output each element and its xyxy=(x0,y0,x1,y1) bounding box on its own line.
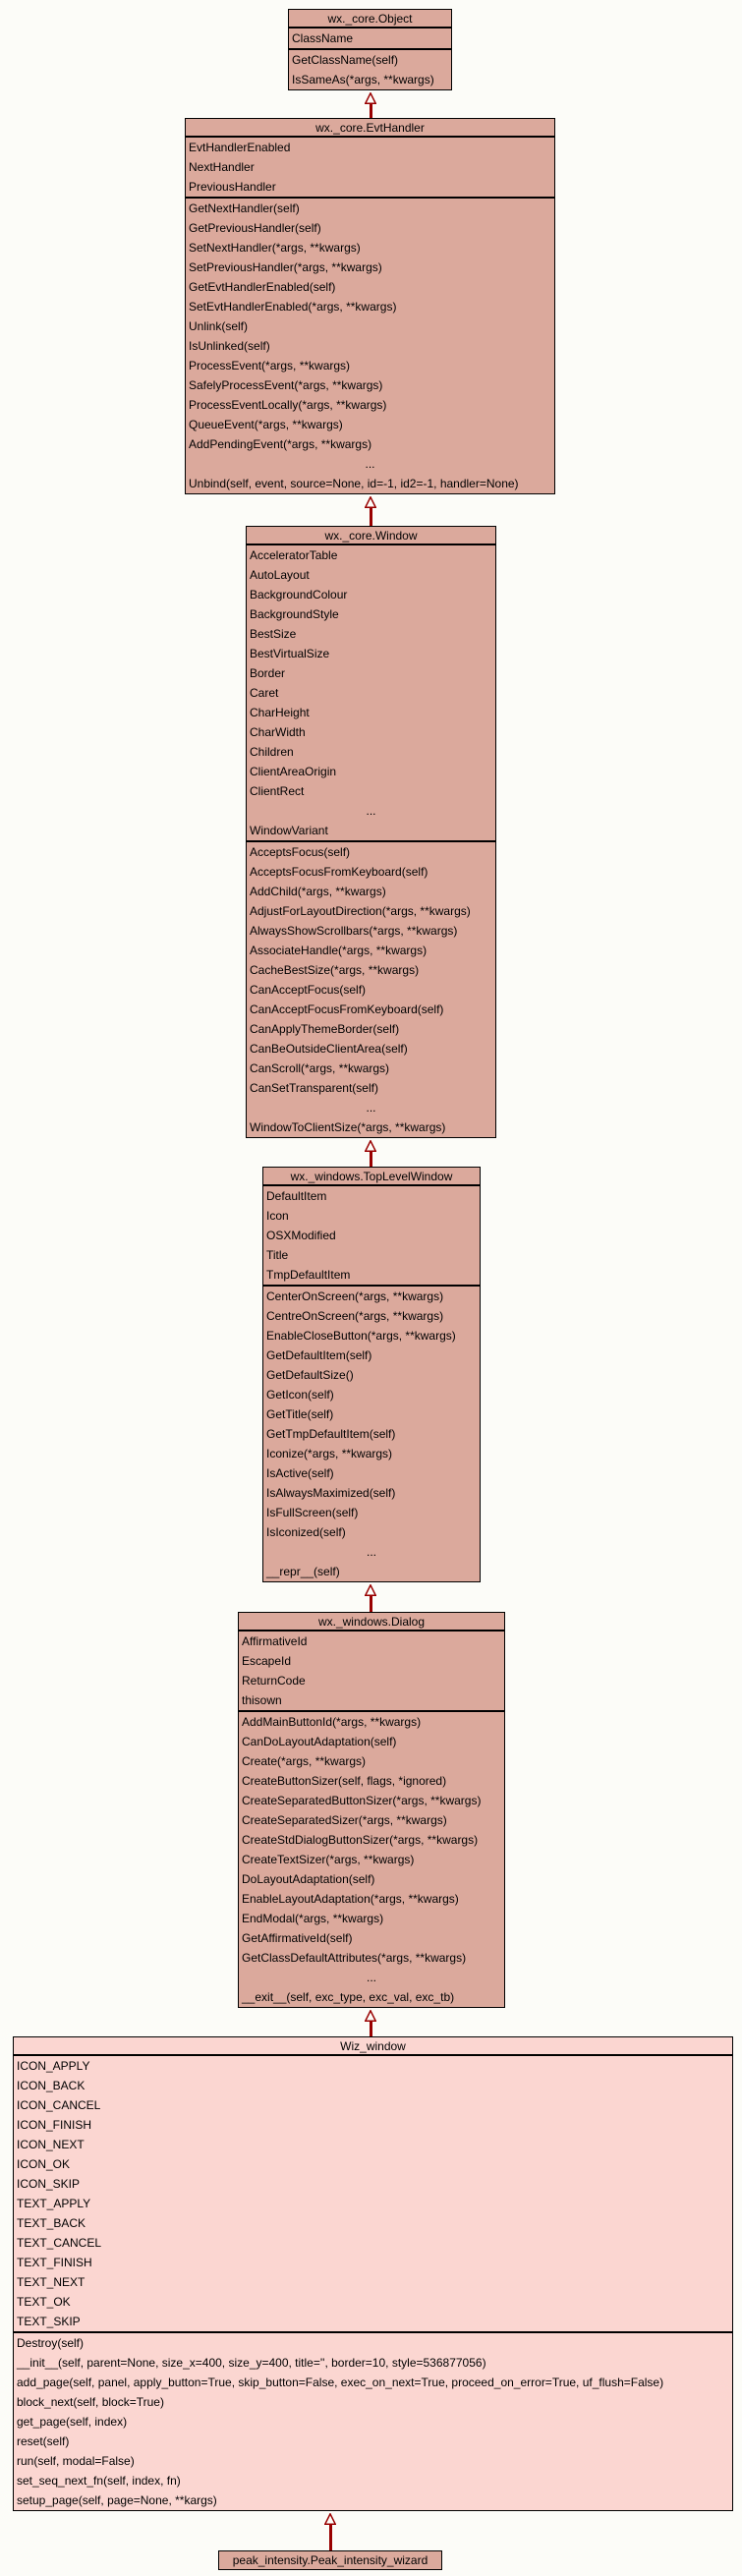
method-row: __repr__(self) xyxy=(266,1565,340,1578)
method-row: set_seq_next_fn(self, index, fn) xyxy=(17,2474,181,2488)
method-row: IsActive(self) xyxy=(266,1466,334,1480)
method-row: CanSetTransparent(self) xyxy=(250,1081,378,1095)
method-row: IsSameAs(*args, **kwargs) xyxy=(292,73,434,86)
attribute-row: TmpDefaultItem xyxy=(266,1268,351,1282)
class-box-wx-core-evthandler xyxy=(185,118,555,494)
inheritance-edge-line xyxy=(370,1596,372,1612)
class-title: wx._windows.Dialog xyxy=(239,1613,504,1631)
method-row: run(self, modal=False) xyxy=(17,2454,135,2468)
method-row: WindowToClientSize(*args, **kwargs) xyxy=(250,1120,446,1134)
attribute-row: AutoLayout xyxy=(250,568,310,582)
method-row: EnableLayoutAdaptation(*args, **kwargs) xyxy=(242,1892,459,1906)
attribute-row: DefaultItem xyxy=(266,1189,327,1203)
attribute-row: BackgroundColour xyxy=(250,588,348,601)
attribute-row: TEXT_NEXT xyxy=(17,2275,86,2289)
method-row: ... xyxy=(365,457,375,471)
attribute-row: BackgroundStyle xyxy=(250,607,339,621)
class-box-peak-intensity-wizard xyxy=(218,2550,442,2570)
class-title: wx._core.Object xyxy=(289,10,451,29)
method-row: Unbind(self, event, source=None, id=-1, id2=-1, handler=None) xyxy=(189,477,519,490)
inheritance-edge-line xyxy=(370,2022,372,2036)
inheritance-arrow-peakwizard-to-wizwindow xyxy=(324,2513,336,2550)
hollow-triangle-arrowhead-icon xyxy=(365,496,376,508)
attribute-row: AcceleratorTable xyxy=(250,548,338,562)
hollow-triangle-arrowhead-icon xyxy=(324,2513,336,2525)
method-row: AddChild(*args, **kwargs) xyxy=(250,885,386,898)
method-row: CreateStdDialogButtonSizer(*args, **kwargs) xyxy=(242,1833,479,1847)
method-row: CenterOnScreen(*args, **kwargs) xyxy=(266,1289,444,1303)
method-row: QueueEvent(*args, **kwargs) xyxy=(189,418,343,431)
method-row: CentreOnScreen(*args, **kwargs) xyxy=(266,1309,444,1323)
attribute-row: ICON_APPLY xyxy=(17,2059,90,2073)
method-row: CanApplyThemeBorder(self) xyxy=(250,1022,400,1036)
hollow-triangle-arrowhead-icon xyxy=(365,1140,376,1152)
attribute-row: EvtHandlerEnabled xyxy=(189,141,291,154)
hollow-triangle-arrowhead-icon xyxy=(365,2010,376,2022)
inheritance-arrow-dialog-to-toplevelwindow xyxy=(365,1584,376,1612)
attribute-row: NextHandler xyxy=(189,160,255,174)
methods-section xyxy=(14,2331,732,2510)
method-row: get_page(self, index) xyxy=(17,2415,128,2429)
attribute-row: WindowVariant xyxy=(250,824,328,837)
methods-section xyxy=(263,1285,480,1581)
method-row: SetNextHandler(*args, **kwargs) xyxy=(189,241,361,255)
method-row: GetTmpDefaultItem(self) xyxy=(266,1427,396,1441)
method-row: add_page(self, panel, apply_button=True, skip_button=False, exec_on_next=True, proceed_on_error=True, uf_flush=False) xyxy=(17,2376,664,2389)
method-row: block_next(self, block=True) xyxy=(17,2395,164,2409)
methods-section xyxy=(289,48,451,89)
method-row: ... xyxy=(366,1545,376,1559)
inheritance-edge-line xyxy=(370,508,372,526)
attribute-row: OSXModified xyxy=(266,1229,336,1242)
method-row: GetEvtHandlerEnabled(self) xyxy=(189,280,336,294)
inheritance-edge-line xyxy=(370,1152,372,1167)
method-row: CanBeOutsideClientArea(self) xyxy=(250,1042,408,1056)
class-title: Wiz_window xyxy=(14,2037,732,2056)
method-row: GetTitle(self) xyxy=(266,1407,334,1421)
inheritance-arrow-toplevelwindow-to-window xyxy=(365,1140,376,1167)
method-row: AcceptsFocus(self) xyxy=(250,845,351,859)
method-row: reset(self) xyxy=(17,2434,70,2448)
attribute-row: TEXT_SKIP xyxy=(17,2315,81,2328)
class-title: wx._core.Window xyxy=(247,527,495,545)
attributes-section xyxy=(263,1186,480,1285)
method-row: GetNextHandler(self) xyxy=(189,201,300,215)
method-row: ... xyxy=(366,1971,376,1984)
method-row: IsAlwaysMaximized(self) xyxy=(266,1486,396,1500)
attribute-row: TEXT_OK xyxy=(17,2295,71,2309)
method-row: IsIconized(self) xyxy=(266,1525,346,1539)
inheritance-edge-line xyxy=(370,104,372,118)
attribute-row: BestVirtualSize xyxy=(250,647,330,660)
attribute-row: Icon xyxy=(266,1209,289,1223)
attribute-row: Children xyxy=(250,745,294,759)
inheritance-arrow-wizwindow-to-dialog xyxy=(365,2010,376,2036)
attribute-row: Title xyxy=(266,1248,289,1262)
inheritance-edge-line xyxy=(329,2525,332,2550)
method-row: Unlink(self) xyxy=(189,319,249,333)
method-row: DoLayoutAdaptation(self) xyxy=(242,1872,375,1886)
method-row: Destroy(self) xyxy=(17,2336,85,2350)
attribute-row: TEXT_CANCEL xyxy=(17,2236,102,2250)
method-row: Create(*args, **kwargs) xyxy=(242,1754,367,1768)
method-row: IsUnlinked(self) xyxy=(189,339,270,353)
attribute-row: ReturnCode xyxy=(242,1674,306,1688)
method-row: GetDefaultItem(self) xyxy=(266,1348,372,1362)
class-box-wx-core-window xyxy=(246,526,496,1138)
method-row: CanAcceptFocusFromKeyboard(self) xyxy=(250,1002,444,1016)
method-row: AcceptsFocusFromKeyboard(self) xyxy=(250,865,428,879)
attribute-row: ICON_BACK xyxy=(17,2079,86,2092)
class-title: peak_intensity.Peak_intensity_wizard xyxy=(232,2553,428,2567)
method-row: CreateSeparatedButtonSizer(*args, **kwargs) xyxy=(242,1794,482,1807)
method-row: GetIcon(self) xyxy=(266,1388,334,1402)
attributes-section xyxy=(239,1631,504,1710)
method-row: GetPreviousHandler(self) xyxy=(189,221,321,235)
method-row: ... xyxy=(366,1101,376,1115)
class-box-wiz-window xyxy=(13,2036,733,2511)
method-row: ProcessEvent(*args, **kwargs) xyxy=(189,359,351,372)
method-row: GetAffirmativeId(self) xyxy=(242,1931,353,1945)
method-row: EnableCloseButton(*args, **kwargs) xyxy=(266,1329,456,1343)
method-row: IsFullScreen(self) xyxy=(266,1506,359,1519)
attribute-row: Caret xyxy=(250,686,279,700)
attribute-row: TEXT_BACK xyxy=(17,2216,86,2230)
attribute-row: Border xyxy=(250,666,286,680)
attributes-section xyxy=(14,2056,732,2331)
attribute-row: ICON_FINISH xyxy=(17,2118,92,2132)
attribute-row: BestSize xyxy=(250,627,297,641)
method-row: AddMainButtonId(*args, **kwargs) xyxy=(242,1715,422,1729)
methods-section xyxy=(186,197,554,493)
attribute-row: ICON_CANCEL xyxy=(17,2098,101,2112)
attributes-section xyxy=(247,545,495,840)
attribute-row: CharHeight xyxy=(250,706,310,719)
hollow-triangle-arrowhead-icon xyxy=(365,92,376,104)
inheritance-arrow-evthandler-to-object xyxy=(365,92,376,118)
method-row: AlwaysShowScrollbars(*args, **kwargs) xyxy=(250,924,458,938)
method-row: SetEvtHandlerEnabled(*args, **kwargs) xyxy=(189,300,397,314)
method-row: ProcessEventLocally(*args, **kwargs) xyxy=(189,398,387,412)
attribute-row: thisown xyxy=(242,1693,282,1707)
attribute-row: ICON_OK xyxy=(17,2157,71,2171)
method-row: EndModal(*args, **kwargs) xyxy=(242,1912,384,1925)
attribute-row: PreviousHandler xyxy=(189,180,276,194)
method-row: CanAcceptFocus(self) xyxy=(250,983,367,997)
method-row: CanDoLayoutAdaptation(self) xyxy=(242,1735,397,1748)
attribute-row: ClientAreaOrigin xyxy=(250,765,337,778)
method-row: setup_page(self, page=None, **kargs) xyxy=(17,2493,217,2507)
hollow-triangle-arrowhead-icon xyxy=(365,1584,376,1596)
method-row: AssociateHandle(*args, **kwargs) xyxy=(250,944,428,957)
attribute-row: ... xyxy=(366,804,376,818)
method-row: CacheBestSize(*args, **kwargs) xyxy=(250,963,420,977)
class-title: wx._core.EvtHandler xyxy=(186,119,554,138)
inheritance-arrow-window-to-evthandler xyxy=(365,496,376,526)
attribute-row: ClassName xyxy=(292,31,354,45)
method-row: CanScroll(*args, **kwargs) xyxy=(250,1061,390,1075)
attribute-row: ClientRect xyxy=(250,784,305,798)
class-box-wx-windows-toplevelwindow xyxy=(262,1167,481,1582)
attribute-row: CharWidth xyxy=(250,725,306,739)
method-row: CreateButtonSizer(self, flags, *ignored) xyxy=(242,1774,447,1788)
class-box-wx-windows-dialog xyxy=(238,1612,505,2008)
attribute-row: ICON_SKIP xyxy=(17,2177,81,2191)
method-row: GetDefaultSize() xyxy=(266,1368,354,1382)
method-row: AdjustForLayoutDirection(*args, **kwargs) xyxy=(250,904,471,918)
attribute-row: TEXT_APPLY xyxy=(17,2197,91,2210)
method-row: __exit__(self, exc_type, exc_val, exc_tb) xyxy=(242,1990,455,2004)
method-row: CreateSeparatedSizer(*args, **kwargs) xyxy=(242,1813,447,1827)
methods-section xyxy=(247,840,495,1137)
attribute-row: ICON_NEXT xyxy=(17,2138,85,2151)
attributes-section xyxy=(186,138,554,197)
method-row: __init__(self, parent=None, size_x=400, size_y=400, title='', border=10, style=536877056) xyxy=(17,2356,486,2370)
attribute-row: AffirmativeId xyxy=(242,1634,308,1648)
attribute-row: EscapeId xyxy=(242,1654,292,1668)
method-row: GetClassDefaultAttributes(*args, **kwargs) xyxy=(242,1951,467,1965)
method-row: GetClassName(self) xyxy=(292,53,399,67)
attribute-row: TEXT_FINISH xyxy=(17,2256,92,2269)
method-row: CreateTextSizer(*args, **kwargs) xyxy=(242,1853,415,1866)
attributes-section xyxy=(289,29,451,48)
class-box-wx-core-object xyxy=(288,9,452,90)
class-title: wx._windows.TopLevelWindow xyxy=(263,1168,480,1186)
method-row: SafelyProcessEvent(*args, **kwargs) xyxy=(189,378,383,392)
method-row: Iconize(*args, **kwargs) xyxy=(266,1447,393,1460)
method-row: AddPendingEvent(*args, **kwargs) xyxy=(189,437,372,451)
method-row: SetPreviousHandler(*args, **kwargs) xyxy=(189,260,382,274)
methods-section xyxy=(239,1710,504,2007)
